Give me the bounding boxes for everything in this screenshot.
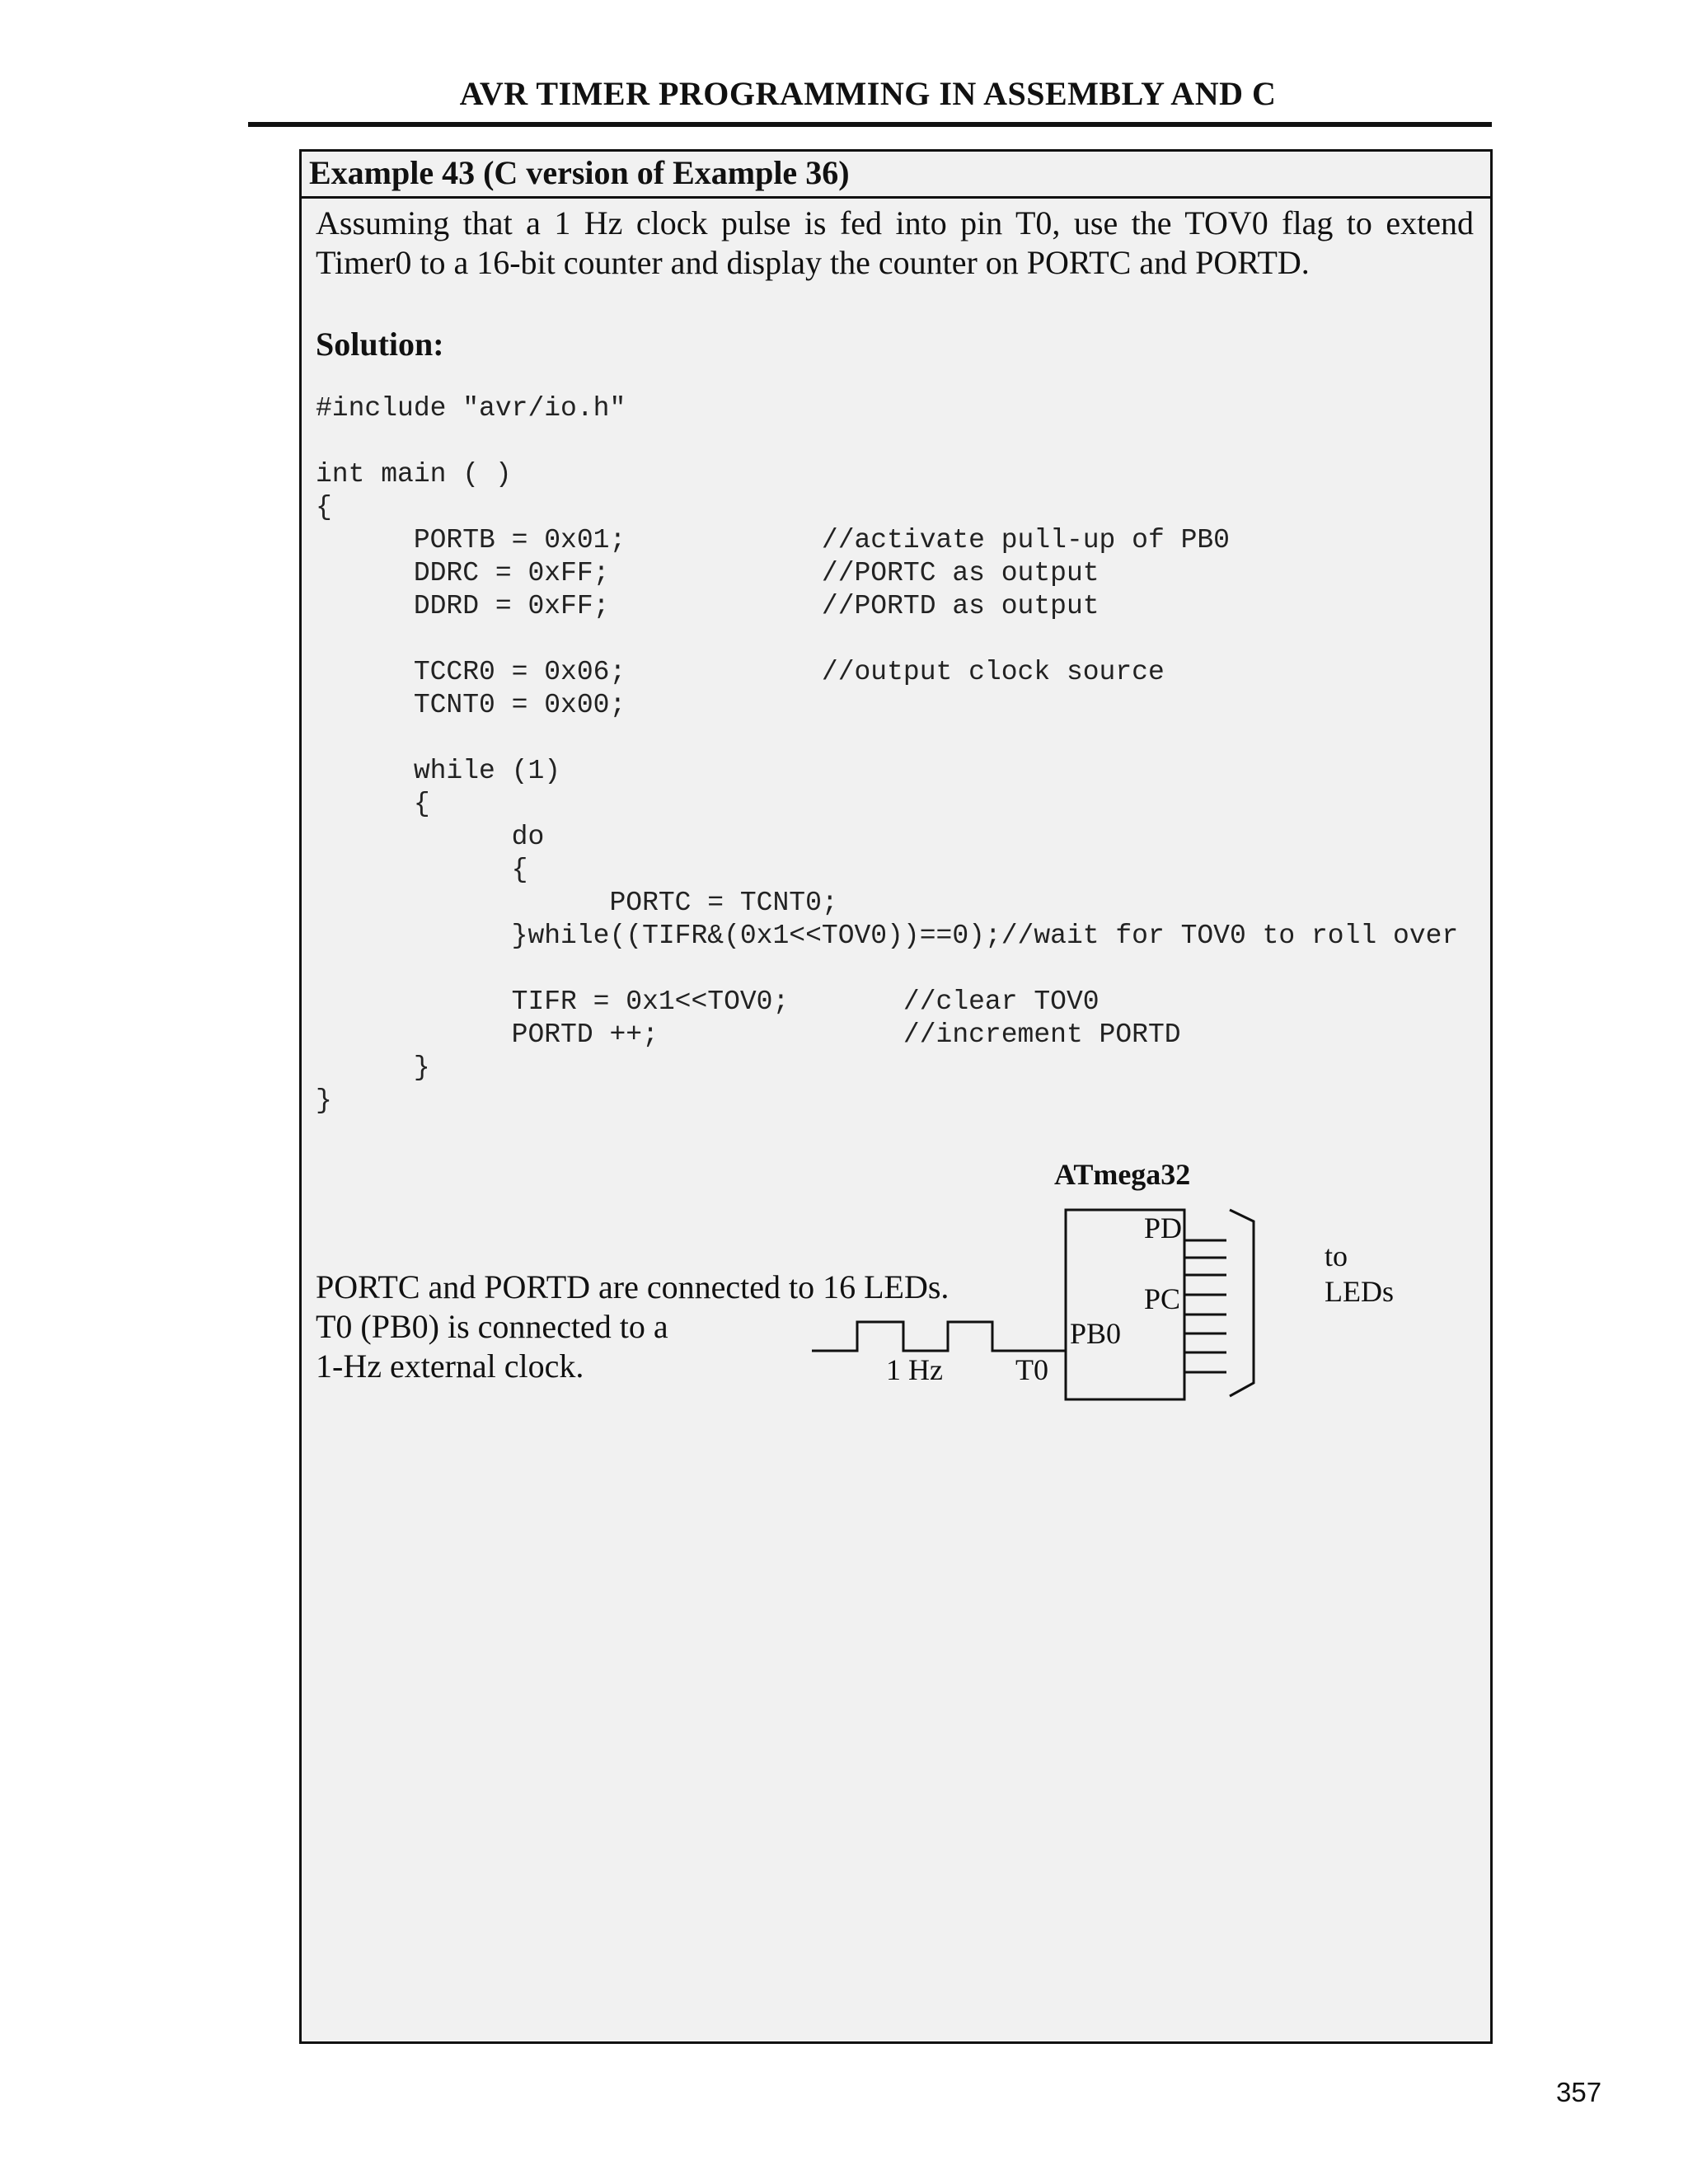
code-line: } — [316, 1052, 430, 1083]
code-line: { — [316, 492, 332, 523]
port-c-label: PC — [1144, 1282, 1181, 1315]
page-header-title: AVR TIMER PROGRAMMING IN ASSEMBLY AND C — [459, 75, 1277, 112]
chip-body — [1066, 1210, 1184, 1399]
code-line: { — [316, 855, 528, 885]
code-line: TCNT0 = 0x00; — [316, 690, 626, 720]
port-d-label: PD — [1144, 1212, 1183, 1244]
code-line: while (1) — [316, 756, 561, 786]
code-line: PORTC = TCNT0; — [316, 888, 838, 918]
code-listing — [316, 392, 1486, 1118]
example-box — [299, 149, 1493, 2044]
code-line: TIFR = 0x1<<TOV0; //clear TOV0 — [316, 987, 1100, 1017]
code-line: { — [316, 789, 430, 819]
pin-t0-label: T0 — [1015, 1353, 1048, 1386]
to-leds-label-line1: to — [1325, 1240, 1348, 1272]
problem-statement: Assuming that a 1 Hz clock pulse is fed into pin T0, use the TOV0 flag to extend Timer0 to a 16-bit counter and display the counter on PORTC and PORTD. — [316, 204, 1474, 281]
to-leds-label-line2: LEDs — [1325, 1275, 1394, 1308]
code-line: } — [316, 1085, 332, 1116]
caption-line: PORTC and PORTD are connected to 16 LEDs. — [316, 1268, 950, 1305]
header-rule — [248, 122, 1492, 127]
solution-label: Solution: — [316, 326, 444, 363]
example-title-bar — [302, 152, 1490, 199]
code-line: }while((TIFR&(0x1<<TOV0))==0);//wait for TOV0 to roll over — [316, 921, 1459, 951]
circuit-caption — [316, 1268, 949, 1386]
output-pins — [1184, 1240, 1226, 1372]
code-line — [316, 953, 1486, 986]
code-line: int main ( ) — [316, 459, 512, 490]
code-line — [316, 722, 1486, 755]
led-bracket — [1230, 1210, 1254, 1396]
code-line: DDRD = 0xFF; //PORTD as output — [316, 591, 1100, 621]
code-line: PORTB = 0x01; //activate pull-up of PB0 — [316, 525, 1230, 555]
code-line — [316, 623, 1486, 656]
page-number: 357 — [1556, 2077, 1602, 2107]
code-line — [316, 425, 1486, 458]
code-line: DDRC = 0xFF; //PORTC as output — [316, 558, 1100, 588]
code-line: TCCR0 = 0x06; //output clock source — [316, 657, 1165, 687]
caption-line: 1-Hz external clock. — [316, 1347, 584, 1385]
chip-name-label: ATmega32 — [1054, 1158, 1191, 1191]
caption-line: T0 (PB0) is connected to a — [316, 1308, 668, 1345]
example-title: Example 43 (C version of Example 36) — [309, 154, 850, 191]
code-line: PORTD ++; //increment PORTD — [316, 1019, 1181, 1050]
code-line: do — [316, 822, 545, 852]
pin-pb0-label: PB0 — [1070, 1317, 1122, 1350]
clock-frequency-label: 1 Hz — [886, 1353, 943, 1386]
code-line: #include "avr/io.h" — [316, 393, 626, 424]
